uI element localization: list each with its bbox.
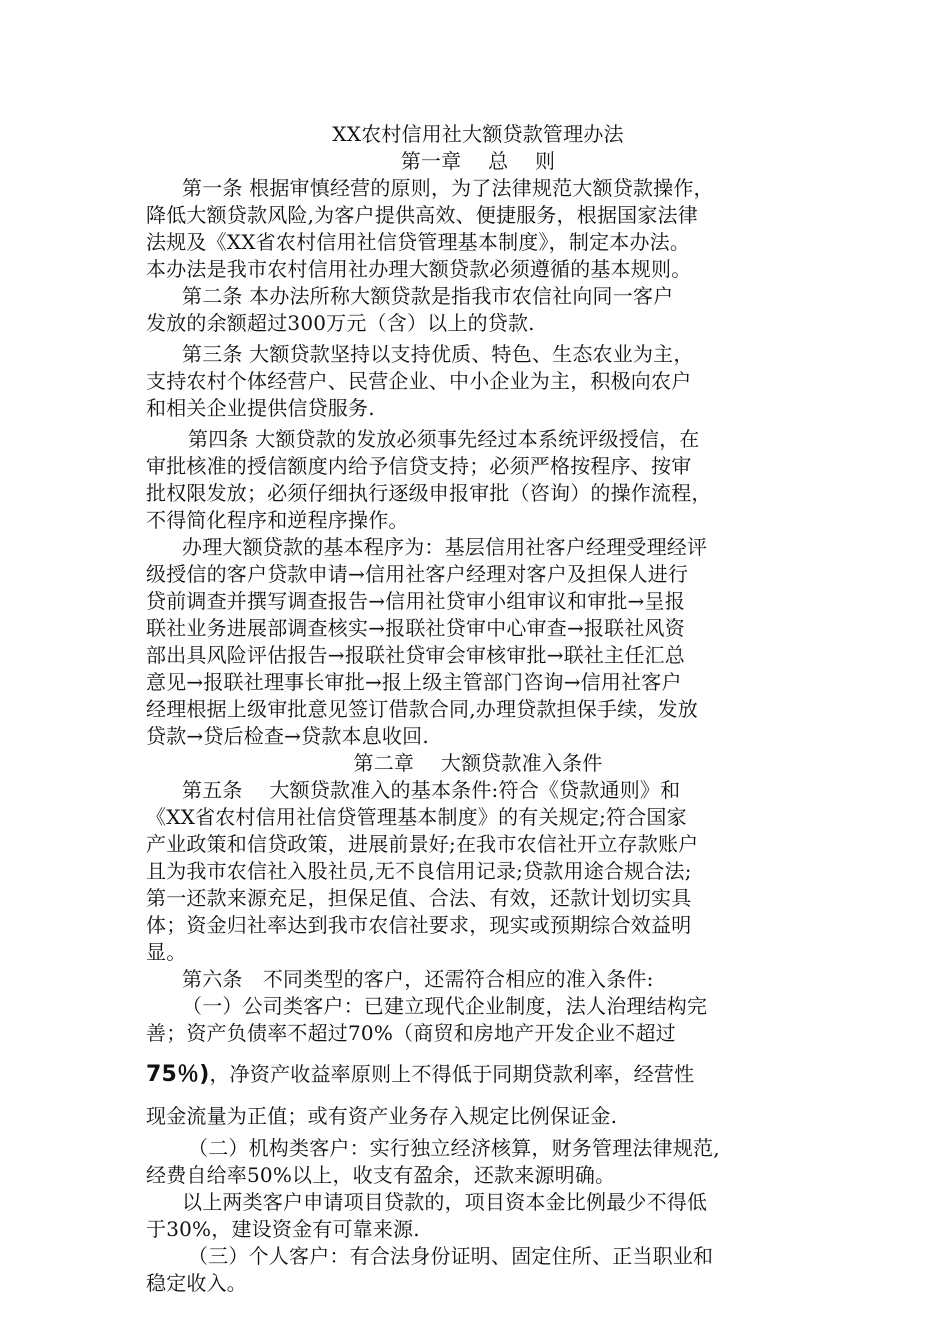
procedure-line-2: 级授信的客户贷款申请→信用社客户经理对客户及担保人进行 xyxy=(146,562,689,586)
article-2-line-1: 第二条 本办法所称大额贷款是指我市农信社向同一客户 xyxy=(182,284,674,308)
document-body xyxy=(146,121,810,1297)
article-6-item-2-line-2: 经费自给率50%以上，收支有盈余，还款来源明确。 xyxy=(146,1163,616,1187)
article-3-line-3: 和相关企业提供信贷服务. xyxy=(146,396,375,420)
article-1-line-2: 降低大额贷款风险,为客户提供高效、便捷服务，根据国家法律 xyxy=(146,203,698,227)
article-6-item-1-line-4: 现金流量为正值；或有资产业务存入规定比例保证金. xyxy=(146,1104,618,1128)
article-6-item-2-line-1: （二）机构类客户：实行独立经济核算，财务管理法律规范, xyxy=(188,1136,720,1160)
procedure-line-7: 经理根据上级审批意见签订借款合同,办理贷款担保手续，发放 xyxy=(146,697,698,721)
procedure-line-8: 贷款→贷后检查→贷款本息收回. xyxy=(146,724,429,748)
article-1-line-1: 第一条 根据审慎经营的原则，为了法律规范大额贷款操作， xyxy=(182,176,714,200)
project-loan-line-2: 于30%，建设资金有可靠来源. xyxy=(146,1217,420,1241)
article-2-line-2: 发放的余额超过300万元（含）以上的贷款. xyxy=(146,311,535,335)
procedure-line-4: 联社业务进展部调查核实→报联社贷审中心审查→报联社风资 xyxy=(146,616,685,640)
procedure-line-6: 意见→报联社理事长审批→报上级主管部门咨询→信用社客户 xyxy=(146,670,682,694)
percent-75-text: 75％) xyxy=(146,1062,210,1087)
document-title: XX农村信用社大额贷款管理办法 xyxy=(332,122,624,146)
article-5-line-1: 第五条 大额贷款准入的基本条件:符合《贷款通则》和 xyxy=(182,778,681,802)
article-1-line-3: 法规及《XX省农村信用社信贷管理基本制度》，制定本办法。 xyxy=(146,230,691,254)
article-6-item-1-line-3 xyxy=(146,1055,810,1093)
article-6-item-3-line-1: （三）个人客户：有合法身份证明、固定住所、正当职业和 xyxy=(188,1244,714,1268)
article-6-item-1-line-1: （一）公司类客户：已建立现代企业制度，法人治理结构完 xyxy=(182,994,708,1018)
article-6-line-1: 第六条 不同类型的客户，还需符合相应的准入条件: xyxy=(182,967,654,991)
article-5-line-5: 第一还款来源充足，担保足值、合法、有效，还款计划切实具 xyxy=(146,886,692,910)
article-4-line-4: 不得简化程序和逆程序操作。 xyxy=(146,508,409,532)
project-loan-line-1: 以上两类客户申请项目贷款的，项目资本金比例最少不得低 xyxy=(182,1190,708,1214)
article-5-line-3: 产业政策和信贷政策，进展前景好;在我市农信社开立存款账户 xyxy=(146,832,699,856)
article-5-line-2: 《XX省农村信用社信贷管理基本制度》的有关规定;符合国家 xyxy=(146,805,687,829)
article-5-line-4: 且为我市农信社入股社员,无不良信用记录;贷款用途合规合法; xyxy=(146,859,692,883)
procedure-line-3: 贷前调查并撰写调查报告→信用社贷审小组审议和审批→呈报 xyxy=(146,589,685,613)
procedure-line-5: 部出具风险评估报告→报联社贷审会审核审批→联社主任汇总 xyxy=(146,643,685,667)
procedure-line-1: 办理大额贷款的基本程序为：基层信用社客户经理受理经评 xyxy=(182,535,708,559)
article-6-item-3-line-2: 稳定收入。 xyxy=(146,1271,247,1295)
article-4-line-3: 批权限发放；必须仔细执行逐级申报审批（咨询）的操作流程， xyxy=(146,481,712,505)
article-3-line-2: 支持农村个体经营户、民营企业、中小企业为主，积极向农户 xyxy=(146,369,692,393)
article-5-line-7: 显。 xyxy=(146,940,187,964)
article-1-line-4: 本办法是我市农村信用社办理大额贷款必须遵循的基本规则。 xyxy=(146,257,692,281)
article-5-line-6: 体；资金归社率达到我市农信社要求，现实或预期综合效益明 xyxy=(146,913,692,937)
chapter-1-heading: 第一章 总 则 xyxy=(400,149,556,173)
article-4-line-1: 第四条 大额贷款的发放必须事先经过本系统评级授信，在 xyxy=(188,427,700,451)
article-6-item-1-line-2: 善；资产负债率不超过70%（商贸和房地产开发企业不超过 xyxy=(146,1021,676,1045)
article-3-line-1: 第三条 大额贷款坚持以支持优质、特色、生态农业为主， xyxy=(182,342,694,366)
article-6-item-1-line-3-rest: ，净资产收益率原则上不得低于同期贷款利率，经营性 xyxy=(209,1062,695,1086)
article-4-line-2: 审批核准的授信额度内给予信贷支持；必须严格按程序、按审 xyxy=(146,454,692,478)
chapter-2-heading: 第二章 大额贷款准入条件 xyxy=(353,751,603,775)
